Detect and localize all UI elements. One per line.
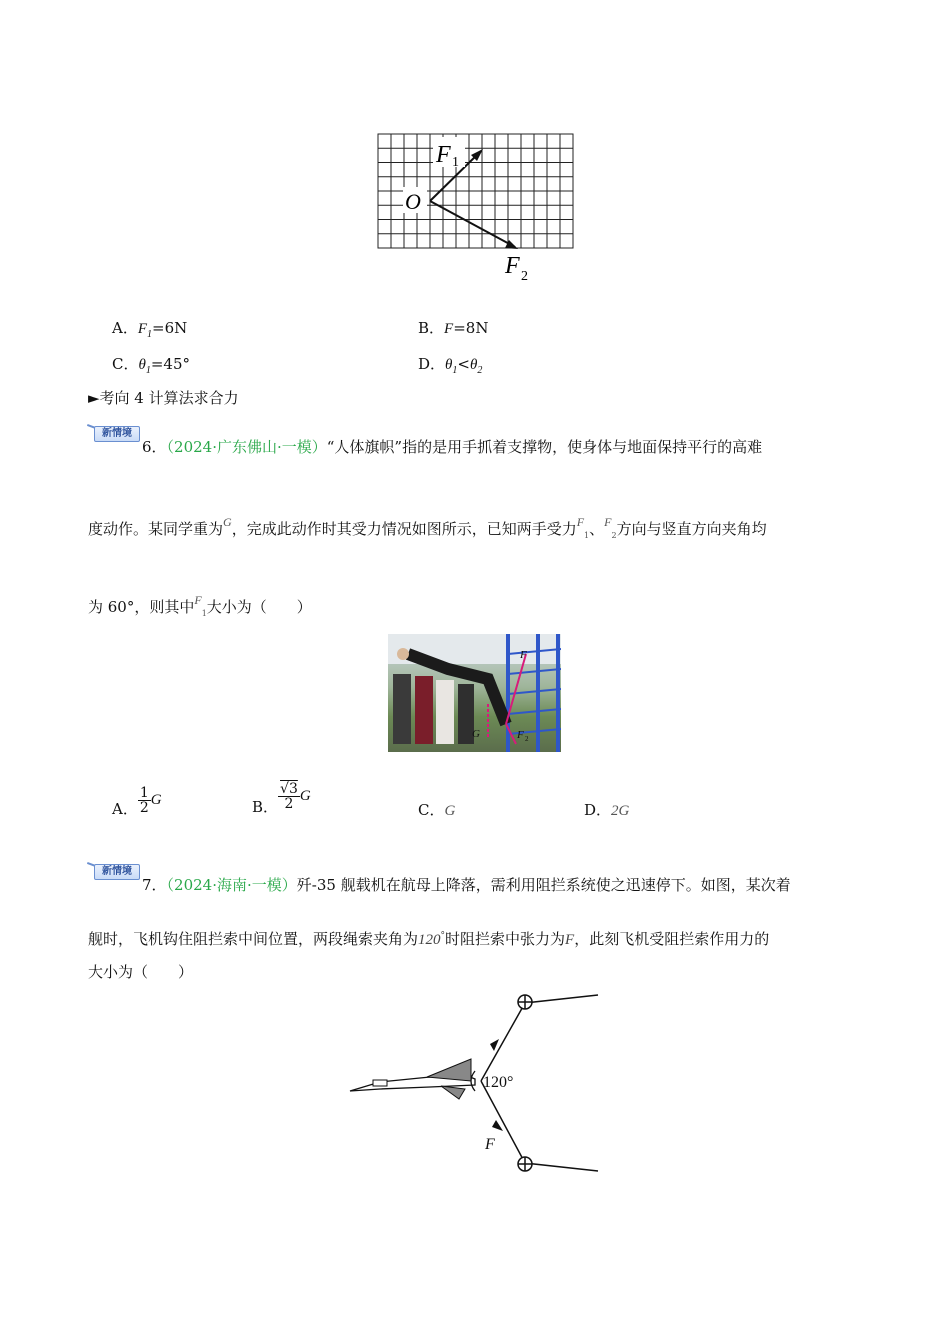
photo-f2-label: F: [517, 729, 524, 741]
option-d-sub2: 2: [477, 365, 483, 376]
option-a-sub: 1: [147, 329, 153, 340]
human-flag-photo: [388, 634, 561, 752]
q7-text-2a: 舰时，飞机钩住阻拦索中间位置，两段绳索夹角为: [88, 930, 419, 948]
q6-option-b-fraction: $\frac{√3}{2}$: [280, 780, 298, 812]
q6-option-a-g: G: [150, 792, 162, 808]
option-c-var: θ: [138, 357, 146, 373]
photo-f1-label: F: [520, 649, 527, 661]
option-a[interactable]: [112, 318, 187, 345]
section-heading: ►考向 4 计算法求合力: [88, 389, 239, 407]
q6-f2: F: [604, 515, 612, 529]
force-grid-figure: [370, 125, 585, 290]
q6-option-c-g: G: [444, 803, 456, 819]
option-c-label: C．: [112, 355, 139, 373]
q6-g: G: [223, 515, 232, 529]
q6-option-d[interactable]: [584, 800, 629, 821]
tension-label: F: [485, 1136, 495, 1153]
q6-f2-sub: 2: [611, 531, 617, 540]
new-scenario-badge: 新情境: [88, 420, 140, 440]
q6-line3: [88, 590, 312, 624]
option-b[interactable]: [418, 318, 488, 339]
q6-f1: F: [576, 515, 585, 529]
option-b-value: =8N: [453, 319, 489, 337]
q6-option-a-fraction: $\frac{1}{2}$: [139, 784, 149, 816]
option-b-var: F: [444, 321, 454, 337]
q6-separator: 、: [589, 520, 605, 538]
q6-text-1: “人体旗帜”指的是用手抓着支撑物，使身体与地面保持平行的高难: [326, 438, 763, 456]
option-c-value: =45°: [150, 355, 191, 373]
option-a-label: A．: [112, 319, 138, 337]
q6-option-c[interactable]: [418, 800, 455, 821]
f2-label: F: [505, 253, 520, 279]
option-d-sub: 1: [452, 365, 458, 376]
q6-line2: [88, 512, 767, 546]
option-d-var2: θ: [469, 357, 478, 373]
option-d-label: D．: [418, 355, 446, 373]
q6-option-b-label: B．: [252, 798, 279, 816]
q6-f1-ref: F: [194, 593, 202, 607]
option-d[interactable]: [418, 354, 482, 381]
option-d-var: θ: [445, 357, 453, 373]
option-b-label: B．: [418, 319, 445, 337]
q7-number: 7．: [142, 876, 167, 894]
origin-label: O: [405, 189, 421, 214]
q7-line2: [88, 926, 769, 950]
q7-f: F: [565, 932, 575, 948]
q7-line1: [142, 875, 791, 895]
q6-option-c-label: C．: [418, 801, 445, 819]
q6-line1: [142, 437, 762, 457]
q6-option-b[interactable]: [252, 774, 311, 818]
q6-text-2a: 度动作。某同学重为: [88, 520, 224, 538]
q6-option-a-label: A．: [112, 800, 138, 818]
f1-sub: 1: [452, 155, 459, 170]
f1-label: F: [436, 142, 451, 168]
q7-angle: 120: [418, 932, 441, 948]
q6-text-2b: ，完成此动作时其受力情况如图所示，已知两手受力: [231, 520, 577, 538]
angle-label: 120°: [483, 1074, 514, 1091]
q7-line3: 大小为（ ）: [88, 963, 194, 981]
q6-number: 6．: [142, 438, 167, 456]
photo-f2-sub: 2: [525, 735, 529, 743]
q6-option-d-label: D．: [584, 801, 612, 819]
q6-f1-sub: 1: [584, 531, 590, 540]
q7-text-1: 歼-35 舰载机在航母上降落，需利用阻拦系统使之迅速停下。如图，某次着: [296, 876, 791, 894]
option-c-sub: 1: [145, 365, 151, 376]
q6-text-2c: 方向与竖直方向夹角均: [616, 520, 767, 538]
q6-option-b-g: G: [299, 788, 311, 804]
option-c[interactable]: [112, 354, 190, 381]
option-a-value: =6N: [152, 319, 188, 337]
option-d-mid: <: [457, 355, 470, 373]
option-a-var: F: [137, 321, 148, 337]
q6-text-3a: 为 60°，则其中: [88, 598, 195, 616]
arresting-cable-figure: [345, 985, 610, 1185]
q7-text-2c: ，此刻飞机受阻拦索作用力的: [574, 930, 770, 948]
q6-option-a[interactable]: [112, 778, 162, 822]
new-scenario-badge-2: 新情境: [88, 858, 140, 878]
q7-text-2b: 时阻拦索中张力为: [445, 930, 566, 948]
photo-g-label: G: [472, 728, 480, 740]
q7-degree: °: [440, 931, 446, 941]
q6-option-d-value: 2G: [611, 803, 630, 819]
q6-text-3b: 大小为（ ）: [206, 598, 312, 616]
q6-f1-ref-sub: 1: [201, 609, 207, 618]
f2-sub: 2: [521, 269, 528, 284]
q7-source: （2024·海南·一模）: [166, 876, 297, 894]
q6-source: （2024·广东佛山·一模）: [166, 438, 327, 456]
